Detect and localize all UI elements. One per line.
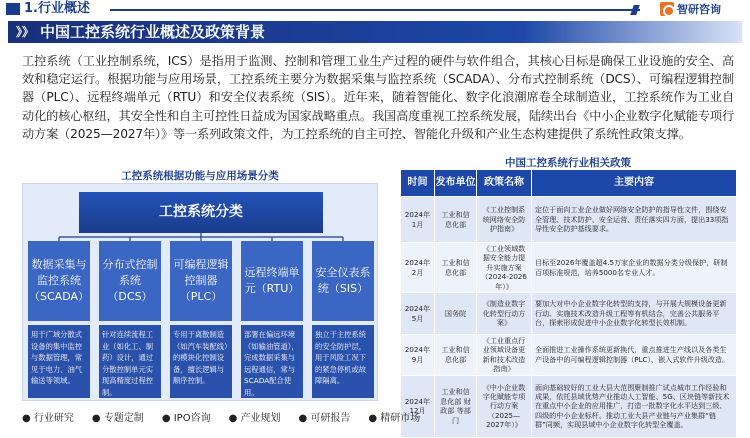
column-header-unit: 发布单位 xyxy=(435,170,477,197)
cell-time: 2024年2月 xyxy=(401,243,435,293)
cell-unit: 国务院 xyxy=(435,293,477,335)
title-bar xyxy=(8,21,742,43)
cell-time: 2024年1月 xyxy=(401,197,435,243)
category-rtu xyxy=(241,241,303,398)
table-row xyxy=(401,335,737,376)
table-row xyxy=(401,197,737,243)
table-row xyxy=(401,293,737,335)
cell-content: 面向基础较好的工业大县大范围聚制推广试点城市工作经验和成果，依托县域优势产业推动人工智能、5G、区块链等新技术在重点中小企业的应用推广，打造一批数字化水平达到三级、四级的中小企业标杆。推动工业大县产业链与产业集群“链群”同频，实现县域中小企业数字化转型全覆盖。 xyxy=(532,375,737,437)
cell-unit: 工业和信息化部 xyxy=(435,243,477,293)
category-name: 远程终端单元（RTU） xyxy=(241,241,303,321)
cell-time: 2024年12月 xyxy=(401,375,435,437)
column-header-time: 时间 xyxy=(401,170,435,197)
cell-name: 《工业控制系统网络安全防护指南》 xyxy=(477,197,532,243)
category-name: 可编程逻辑控制器（PLC） xyxy=(170,241,232,321)
cell-time: 2024年9月 xyxy=(401,335,435,376)
category-desc: 用于广域分散式设备的集中监控与数据管理，常见于电力、油气输送等领域。 xyxy=(28,325,90,398)
cell-name: 《制造业数字化转型行动方案》 xyxy=(477,293,532,335)
page-title: 中国工控系统行业概述及政策背景 xyxy=(40,23,266,41)
table-caption: 中国工控系统行业相关政策 xyxy=(505,157,631,169)
chevron-right-icon: 》》 xyxy=(16,25,35,39)
cell-content: 目标至2026年覆盖超4.5万家企业的数据分类分级保护，研制百项标准规范，培养5000名专业人才。 xyxy=(532,243,737,293)
category-scada xyxy=(28,241,90,398)
table-row xyxy=(401,375,737,437)
category-name: 数据采集与监控系统（SCADA） xyxy=(28,241,90,321)
category-plc xyxy=(170,241,232,398)
category-desc: 部署在偏远环境（如输油管道），完成数据采集与远程通信，常与SCADA配合使用。 xyxy=(241,325,303,398)
cell-name: 《工业重点行业领域设备更新和技术改造指南》 xyxy=(477,335,532,376)
section-title: 1.行业概述 xyxy=(24,1,90,16)
classification-diagram xyxy=(22,183,378,401)
cell-content: 全面推进工业操作系统更新换代，重点推进生产线以及各类生产设备中的可编程逻辑控制器（PLC）、嵌入式软件升级改造。 xyxy=(532,335,737,376)
category-name: 安全仪表系统（SIS） xyxy=(312,241,374,321)
cell-name: 《工业领域数据安全能力提升实施方案（2024-2026年）》 xyxy=(477,243,532,293)
policy-table xyxy=(400,169,737,438)
table-header-row xyxy=(401,170,737,197)
diagram-root: 工控系统分类 xyxy=(79,192,323,233)
category-dcs xyxy=(99,241,161,398)
column-header-content: 主要内容 xyxy=(532,170,737,197)
cell-content: 定位于面向工业企业做好网络安全防护的指导性文件，围绕安全管理、技术防护、安全运营、责任落实四方面，提出33项指导性安全防护基线要求。 xyxy=(532,197,737,243)
section-badge xyxy=(6,3,20,15)
footer-item: ● 精研市场 xyxy=(368,413,421,424)
header-divider xyxy=(110,9,640,11)
table-row xyxy=(401,243,737,293)
cell-unit: 工业和信息化部 xyxy=(435,197,477,243)
logo-icon xyxy=(660,2,674,16)
column-header-name: 政策名称 xyxy=(477,170,532,197)
cell-content: 要加大对中小企业数字化转型的支持，与开展大规模设备更新行动、实施技术改造升级工程等有机结合，完善公共服务平台，探索形成促进中小企业数字化转型长效机制。 xyxy=(532,293,737,335)
footer-item: ● 产业规划 xyxy=(228,413,281,424)
cell-time: 2024年5月 xyxy=(401,293,435,335)
footer-item: ● 专题定制 xyxy=(91,413,144,424)
intro-paragraph: 工控系统（工业控制系统，ICS）是指用于监测、控制和管理工业生产过程的硬件与软件组合，其核心目标是确保工业设施的安全、高效和稳定运行。根据功能与应用场景，工控系统主要分为数据采集与监控系统（SCADA）、分布式控制系统（DCS）、可编程逻辑控制器（PLC）、远程终端单元（RTU）和安全仪表系统（SIS）。近年来，随着智能化、数字化浪潮席卷全球制造业，工控系统作为工业自动化的核心枢纽，其安全性和自主可控性日益成为国家战略重点。我国高度重视工控系统发展，陆续出台《中小企业数字化赋能专项行动方案（2025—2027年）》等一系列政策文件，为工控系统的自主可控、智能化升级和产业生态构建提供了系统性政策支撑。 xyxy=(22,54,734,141)
page-header xyxy=(0,0,750,18)
category-desc: 针对连续流程工业（如化工、制药）设计，通过分散控制单元实现高精度过程控制。 xyxy=(99,325,161,398)
cell-unit: 工业和信息化部 财政部 等部门 xyxy=(435,375,477,437)
category-desc: 独立于主控系统的安全防护层，用于风险工况下的紧急停机或故障隔离。 xyxy=(312,325,374,398)
cell-unit: 工业和信息化部 xyxy=(435,335,477,376)
footer-item: ● 可研报告 xyxy=(298,413,351,424)
category-name: 分布式控制系统（DCS） xyxy=(99,241,161,321)
diagram-caption: 工控系统根据功能与应用场景分类 xyxy=(121,170,279,182)
brand-logo xyxy=(660,1,721,17)
logo-text: 智研咨询 xyxy=(677,3,721,16)
cell-name: 《中小企业数字化赋能专项行动方案（2025—2027年）》 xyxy=(477,375,532,437)
category-desc: 专用于离散制造（如汽车装配线）的模块化控制设备，擅长逻辑与顺序控制。 xyxy=(170,325,232,398)
footer-item: ● IPO咨询 xyxy=(161,413,211,424)
footer-item: ● 行业研究 xyxy=(22,413,74,424)
category-sis xyxy=(312,241,374,398)
